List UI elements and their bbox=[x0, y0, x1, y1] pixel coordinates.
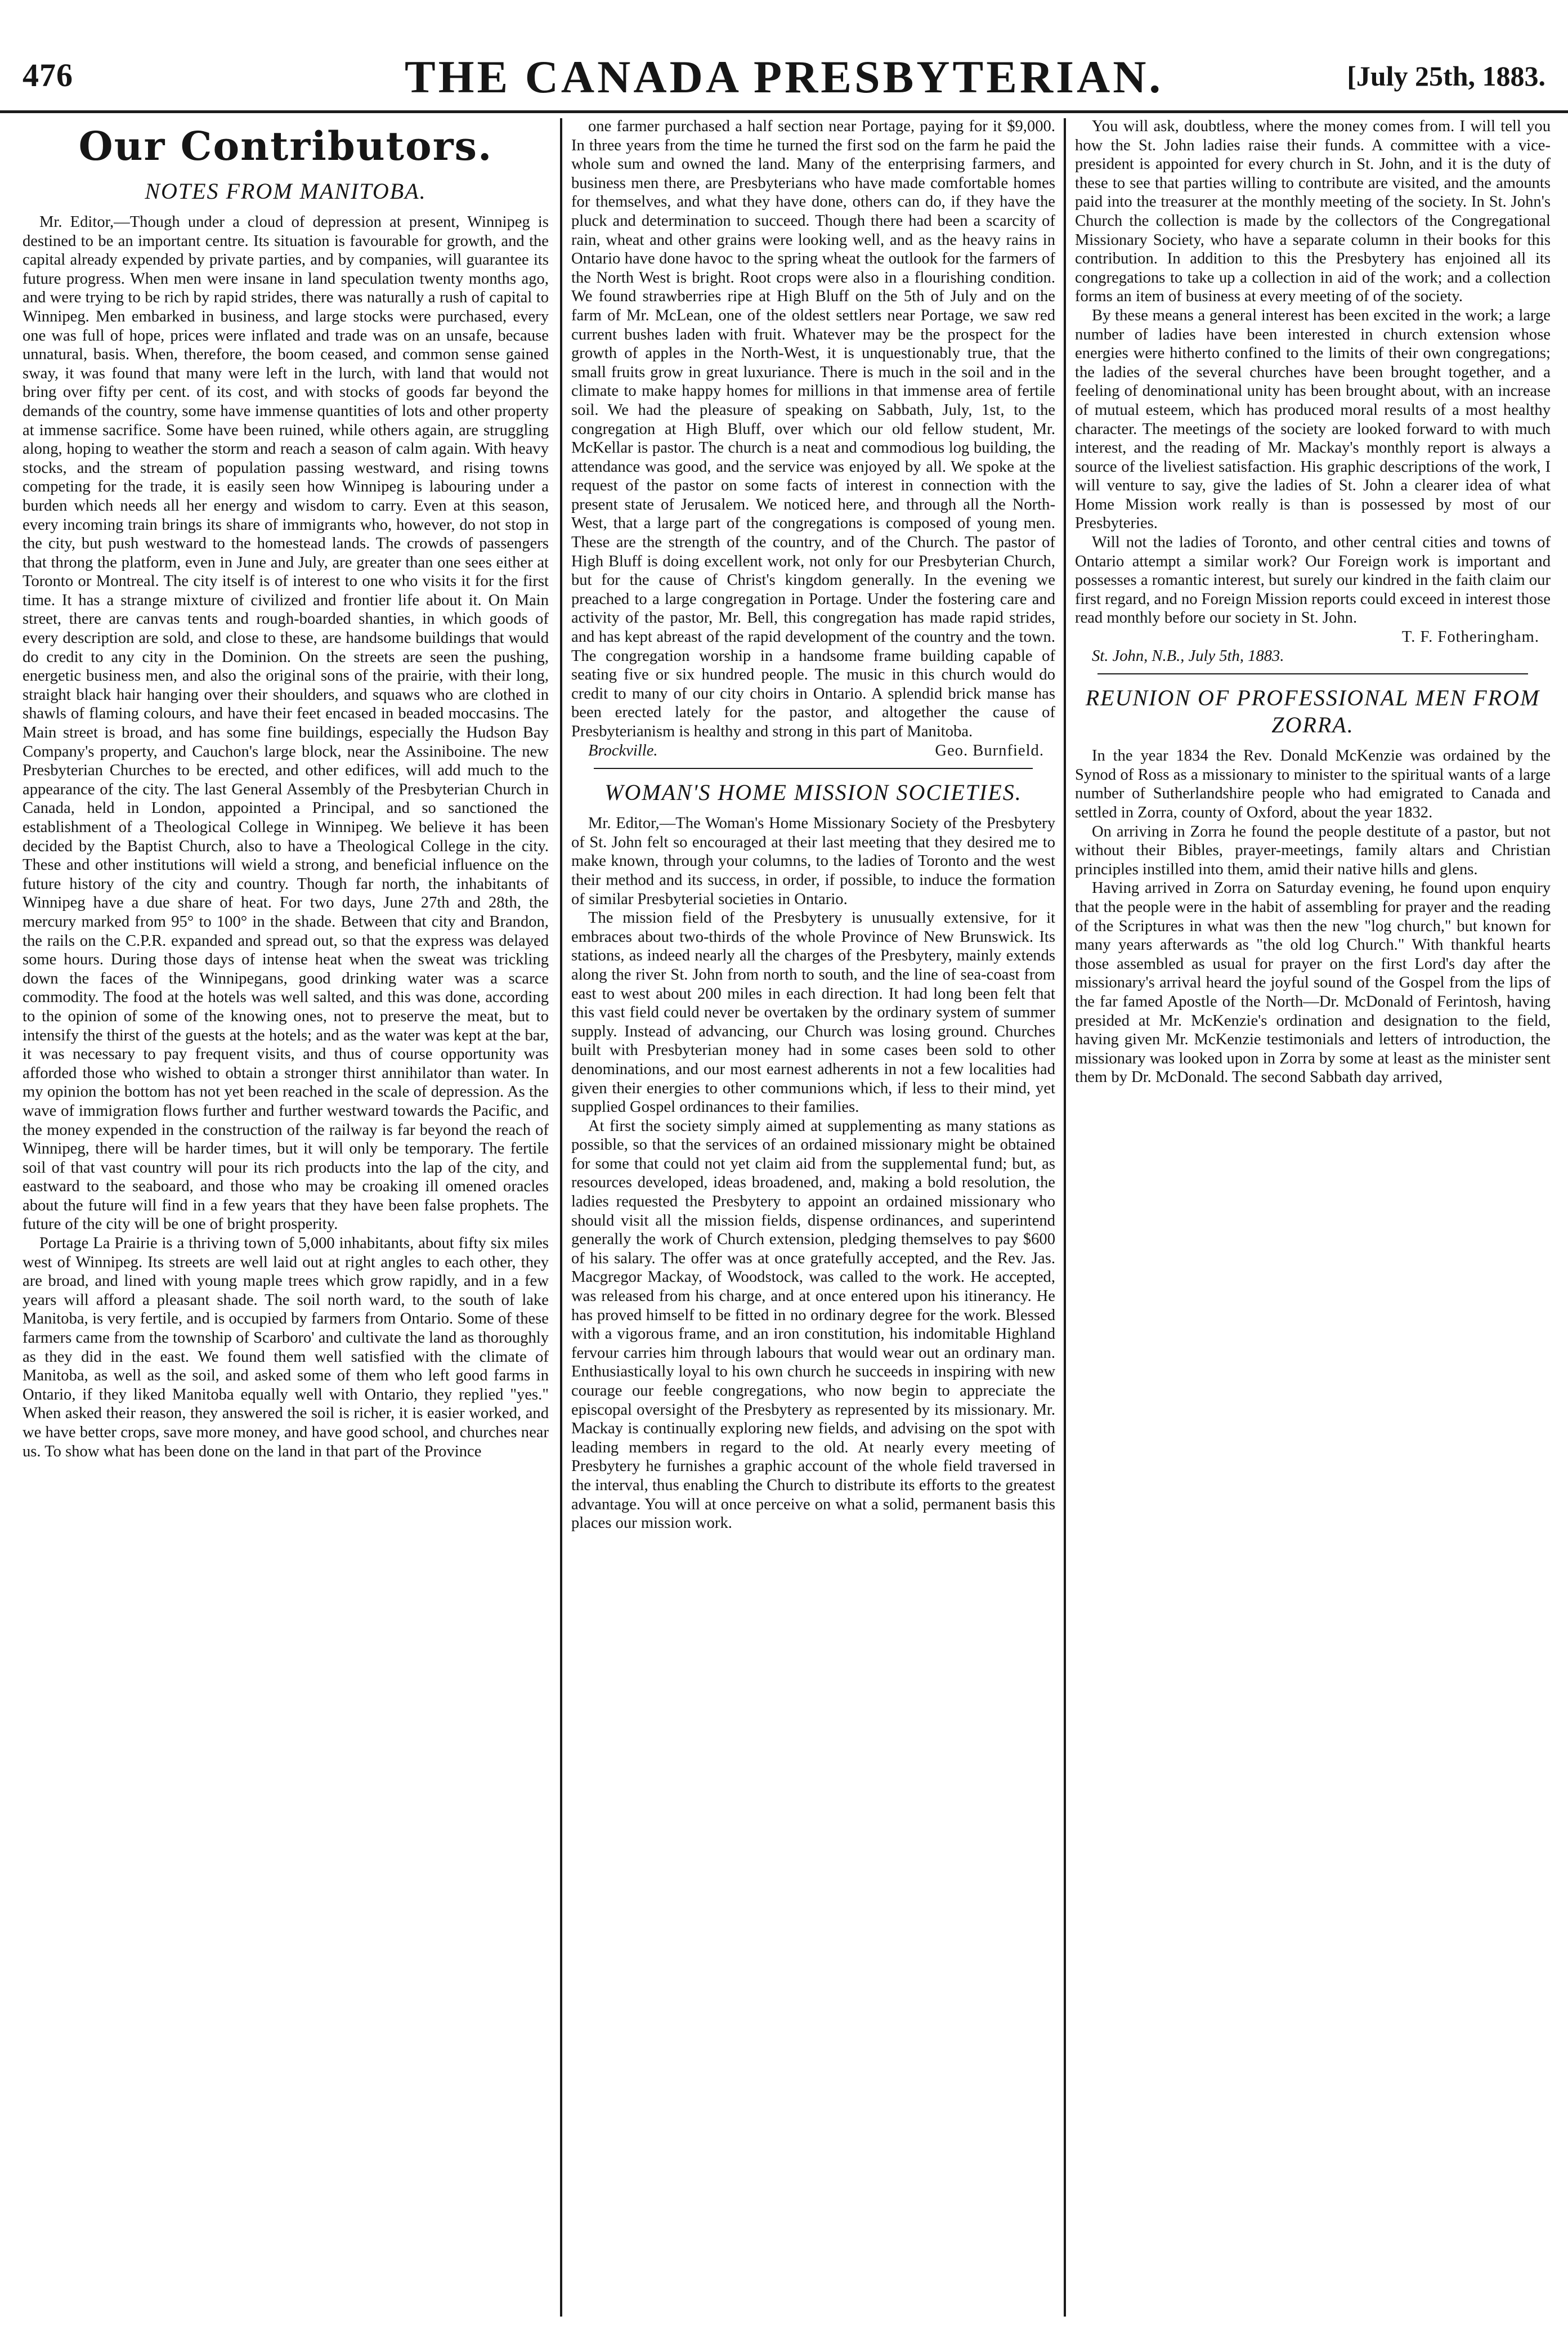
column-3 bbox=[1075, 117, 1551, 1087]
section-heading: Our Contributors. bbox=[78, 123, 493, 169]
column-divider-1 bbox=[560, 118, 562, 2317]
article-title-notes-from-manitoba: NOTES FROM MANITOBA. bbox=[145, 178, 427, 204]
masthead bbox=[0, 51, 1568, 118]
article-signature bbox=[571, 741, 1055, 761]
article-title-womans-home-mission: WOMAN'S HOME MISSION SOCIETIES. bbox=[604, 780, 1022, 806]
signature-author: T. F. Fotheringham. bbox=[1401, 628, 1539, 646]
article-divider bbox=[1097, 673, 1528, 674]
signature-author: Geo. Burnfield. bbox=[935, 741, 1044, 759]
article-paragraph: Portage La Prairie is a thriving town of 5,000 inhabitants, about fifty six miles west of Winnipeg. Its streets are well laid out at right angles to each other, they are broad, and lined with young maple trees which grow rapidly, and in a few years will afford a pleasant shade. The soil north ward, to the south of lake Manitoba, is very fertile, and is occupied by farmers from Ontario. Some of these farmers came from the township of Scarboro' and cultivate the land as thoroughly as they did in the east. We found them well satisfied with the climate of Manitoba, as well as the soil, and asked some of them who left good farms in Ontario, if they liked Manitoba equally well with Ontario, they replied "yes." When asked their reason, they answered the soil is richer, it is easier worked, and we have better crops, save more money, and have good school, and churches near us. To show what has been done on the land in that part of the Province bbox=[23, 1235, 549, 1460]
article-paragraph: In the year 1834 the Rev. Donald McKenzie was ordained by the Synod of Ross as a missionary to minister to the spiritual wants of a large number of Sutherlandshire people who had emigrated to Canada and settled in Zorra, county of Oxford, about the year 1832. bbox=[1075, 747, 1551, 821]
article-paragraph: Having arrived in Zorra on Saturday evening, he found upon enquiry that the people were in the habit of assembling for prayer and the reading of the Scriptures in what was then the new "log church," but known for many years afterwards as "the old log Church." With thankful hearts those assembled as usual for prayer on the first Lord's day after the missionary's arrival heard the joyful sound of the Gospel from the lips of the far famed Apostle of the North—Dr. McDonald of Ferintosh, having presided at Mr. McKenzie's ordination and designation to the field, having given Mr. McKenzie testimonials and letters of introduction, the missionary was looked upon in Zorra by some at least as the minister sent them by Dr. McDonald. The second Sabbath day arrived, bbox=[1075, 879, 1551, 1087]
signature-place: Brockville. bbox=[588, 741, 658, 759]
article-paragraph: Mr. Editor,—Though under a cloud of depression at present, Winnipeg is destined to be an important centre. Its situation is favourable for growth, and the capital already expended by private parties, and by companies, will guarantee its future progress. When men were insane in land speculation twenty months ago, and were trying to be rich by rapid strides, there was naturally a rush of capital to Winnipeg. Men embarked in business, and large stocks were purchased, every one was full of hope, prices were inflated and trade was on an unsafe, because unnatural, basis. When, therefore, the boom ceased, and common sense gained sway, it was found that many were left in the lurch, with land that would not bring over fifty per cent. of its cost, and with stocks of goods far beyond the demands of the country, some have immense quantities of lots and other property at immense sacrifice. Some have been ruined, while others again, are struggling along, hoping to weather the storm and reach a season of calm again. With heavy stocks, and the stream of population passing westward, and rising towns competing for the trade, it is easily seen how Winnipeg is labouring under a burden which needs all her energy and wisdom to carry. Even at this season, every incoming train brings its share of immigrants who, however, do not stop in the city, but push westward to the homestead lands. The crowds of passengers that throng the platform, even in June and July, are greater than one sees either at Toronto or Montreal. The city itself is of interest to one who visits it for the first time. It has a strange mixture of civilized and frontier life about it. On Main street, there are canvas tents and rough-boarded shanties, in which goods of every description are sold, and close to these, are handsome buildings that would do credit to any city in the Dominion. On the streets are seen the pushing, energetic business men, and also the original sons of the prairie, with their long, straight black hair hanging over their shoulders, and squaws who are clothed in shawls of flaming colours, and have their feet encased in beaded moccasins. The Main street is broad, and has some fine buildings, especially the Hudson Bay Company's property, and Cauchon's large block, near the Assiniboine. The new Presbyterian Churches to be erected, and other edifices, will add much to the appearance of the city. The last General Assembly of the Presbyterian Church in Canada, held in London, appointed a Principal, and so sanctioned the establishment of a Theological College in Winnipeg. We believe it has been decided by the Baptist Church, also to have a Theological College in the city. These and other institutions will wield a strong, and beneficial influence on the future history of the city and country. Though far north, the inhabitants of Winnipeg have a due share of heat. For two days, June 27th and 28th, the mercury marked from 95° to 100° in the shade. Between that city and Brandon, the rails on the C.P.R. expanded and spread out, so that the express was delayed some hours. During those days of intense heat when the sweat was trickling down the faces of the Winnipegans, good drinking water was a scarce commodity. The food at the hotels was well salted, and this was done, according to the opinion of some of the knowing ones, not to preserve the meat, but to intensify the thirst of the guests at the hotels; and as the water was kept at the bar, it was necessary to pay frequent visits, and thus of course opportunity was afforded those who wished to obtain a stronger thirst annihilator than water. In my opinion the bottom has not yet been reached in the scale of depression. As the wave of immigration flows further and further westward towards the Pacific, and the money expended in the construction of the railway is far beyond the reach of Winnipeg, there will be harder times, but it will only be temporary. The fertile soil of that vast country will pour its rich products into the lap of the city, and eastward to the seaboard, and those who may be croaking ill omened oracles about the future will find in a few years that they have been false prophets. The future of the city will be one of bright prosperity. bbox=[23, 213, 549, 1233]
column-divider-2 bbox=[1064, 118, 1066, 2317]
signature-dateline: St. John, N.B., July 5th, 1883. bbox=[1092, 647, 1284, 665]
article-paragraph: By these means a general interest has been excited in the work; a large number of ladies have been interested in church extension whose energies were hitherto confined to the limits of their own congregations; the ladies of the several churches have been brought together, and a feeling of denominational unity has been brought about, with an increase of mutual esteem, which has produced moral results of a most healthy character. The meetings of the society are looked forward to with much interest, and the reading of Mr. Mackay's monthly report is always a source of the liveliest satisfaction. His graphic descriptions of the work, I will venture to say, give the ladies of St. John a clearer idea of what Home Mission work really is than is possessed by most of our Presbyteries. bbox=[1075, 306, 1551, 533]
article-paragraph: one farmer purchased a half section near Portage, paying for it $9,000. In three years from the time he turned the first sod on the farm he paid the whole sum and owned the land. Many of the enterprising farmers, and business men there, are Presbyterians who have made comfortable homes for themselves, and what they have done, others can do, if they have the pluck and determination to succeed. Though there had been a scarcity of rain, wheat and other grains were looking well, and as the heavy rains in Ontario have done havoc to the spring wheat the outlook for the farmers of the North West is bright. Root crops were also in a flourishing condition. We found strawberries ripe at High Bluff on the 5th of July and on the farm of Mr. McLean, one of the oldest settlers near Portage, we saw red current bushes laden with fruit. Whatever may be the prospect for the growth of apples in the North-West, it is unquestionably true, that the small fruits grow in great luxuriance. There is much in the soil and in the climate to make happy homes for millions in that immense area of fertile soil. We had the pleasure of speaking on Sabbath, July, 1st, to the congregation at High Bluff, over which our old fellow student, Mr. McKellar is pastor. The church is a neat and commodious log building, the attendance was good, and the service was enjoyed by all. We spoke at the request of the pastor on some facts of interest in connection with the present state of Jerusalem. We noticed here, and through all the North-West, that a large part of the congregations is composed of young men. These are the strength of the country, and of the Church. The pastor of High Bluff is doing excellent work, not only for our Presbyterian Church, but for the cause of Christ's kingdom generally. In the evening we preached to a large congregation in Portage. Under the fostering care and activity of the pastor, Mr. Bell, this congregation has made rapid strides, and has kept abreast of the rapid development of the country and the town. The congregation worship in a handsome frame building capable of seating five or six hundred people. The music in this church would do credit to many of our city choirs in Ontario. A splendid brick manse has been erected lately for the pastor, and altogether the cause of Presbyterianism is healthy and strong in this part of Manitoba. bbox=[571, 118, 1055, 740]
newspaper-title: THE CANADA PRESBYTERIAN. bbox=[405, 51, 1163, 102]
column-1 bbox=[23, 117, 549, 1461]
article-paragraph: At first the society simply aimed at supplementing as many stations as possible, so that the services of an ordained missionary might be obtained for some that could not yet claim aid from the supplemental fund; but, as resources developed, ideas broadened, and, making a bold resolution, the ladies requested the Presbytery to appoint an ordained missionary who should visit all the mission fields, dispense ordinances, and superintend generally the work of Church extension, pledging themselves to pay $600 of his salary. The offer was at once gratefully accepted, and the Rev. Jas. Macgregor Mackay, of Woodstock, was called to the work. He accepted, was released from his charge, and at once entered upon his itinerancy. He has proved himself to be fitted in no ordinary degree for the work. Blessed with a vigorous frame, and an iron constitution, his indomitable Highland fervour carries him through labours that would wear out an ordinary man. Enthusiastically loyal to his own church he succeeds in inspiring with new courage our feeble congregations, who now begin to appreciate the episcopal oversight of the Presbytery as represented by its missionary. Mr. Mackay is continually exploring new fields, and advising on the spot with leading members in regard to the old. At nearly every meeting of Presbytery he furnishes a graphic account of the whole field traversed in the interval, thus enabling the Church to distribute its efforts to the greatest advantage. You will at once perceive on what a solid, permanent basis this places our mission work. bbox=[571, 1117, 1055, 1532]
issue-date: [July 25th, 1883. bbox=[1347, 60, 1545, 92]
article-signature bbox=[1075, 628, 1551, 647]
article-paragraph: On arriving in Zorra he found the people destitute of a pastor, but not without their Bibles, prayer-meetings, family altars and Christian principles instilled into them, amid their native hills and glens. bbox=[1075, 822, 1551, 878]
article-paragraph: Mr. Editor,—The Woman's Home Missionary Society of the Presbytery of St. John felt so encouraged at their last meeting that they desired me to make known, through your columns, to the ladies of Toronto and the west their method and its success, in order, if possible, to induce the formation of similar Presbyterial societies in Ontario. bbox=[571, 815, 1055, 908]
article-paragraph: You will ask, doubtless, where the money comes from. I will tell you how the St. John ladies raise their funds. A committee with a vice-president is appointed for every church in St. John, and it is the duty of these to see that parties willing to contribute are visited, and the amounts paid into the treasurer at the monthly meeting of the society. In St. John's Church the collection is made by the collectors of the Congregational Missionary Society, who have a separate column in their books for this contribution. In addition to this the Presbytery has enjoined all its congregations to take up a collection in aid of the work; and a collection forms an item of business at every meeting of of the society. bbox=[1075, 118, 1551, 306]
article-divider bbox=[594, 768, 1033, 769]
article-paragraph: Will not the ladies of Toronto, and other central cities and towns of Ontario attempt a similar work? Our Foreign work is important and possesses a romantic interest, but surely our kindred in the faith claim our first regard, and no Foreign Mission reports could exceed in interest those read monthly before our society in St. John. bbox=[1075, 534, 1551, 627]
article-paragraph: The mission field of the Presbytery is unusually extensive, for it embraces about two-thirds of the whole Province of New Brunswick. Its stations, as indeed nearly all the charges of the Presbytery, mainly extends along the river St. John from north to south, and the line of sea-coast from east to west about 200 miles in each direction. It had long been felt that this vast field could never be overtaken by the ordinary system of summer supply. Instead of advancing, our Church was losing ground. Churches built with Presbyterian money had in some cases been sold to other denominations, and our most earnest adherents in not a few localities had given their energies to other communions which, if less to their mind, yet supplied Gospel ordinances to their families. bbox=[571, 909, 1055, 1116]
article-title-reunion-zorra: REUNION OF PROFESSIONAL MEN FROM ZORRA. bbox=[1085, 685, 1540, 738]
column-2 bbox=[571, 117, 1055, 1533]
header-rule bbox=[0, 110, 1568, 113]
page-number: 476 bbox=[23, 57, 73, 93]
